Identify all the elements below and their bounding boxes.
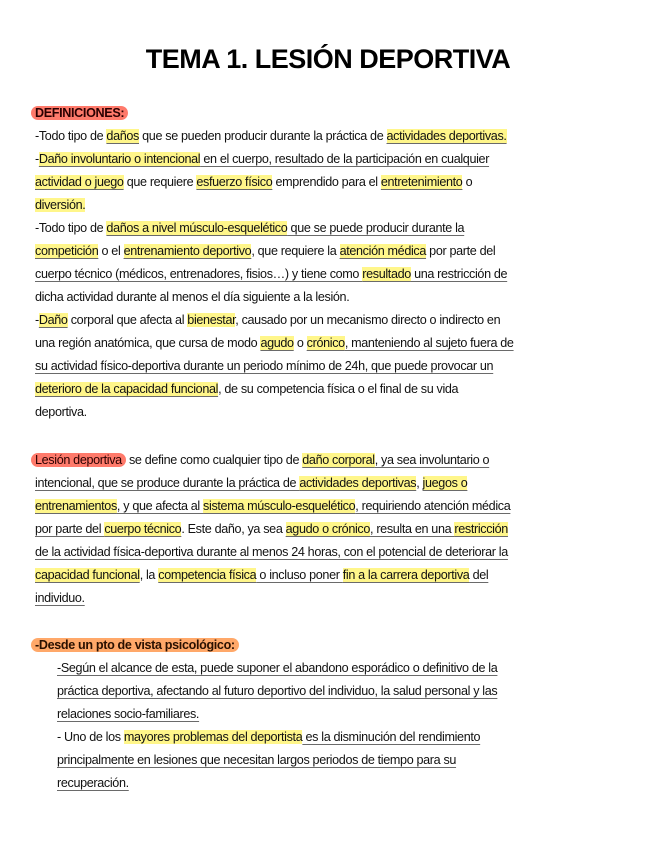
highlight-run: agudo <box>260 336 294 350</box>
text-run: deportiva. <box>35 405 87 419</box>
psychological-line-4 <box>57 728 480 746</box>
text-run: -Todo tipo de <box>35 129 107 143</box>
text-run: o <box>462 175 473 189</box>
text-run: una restricción de <box>410 267 508 281</box>
definition-2-line-2 <box>35 173 472 191</box>
highlight-run: crónico <box>306 336 345 350</box>
highlight-run: daños a nivel músculo-esquelético <box>106 221 288 235</box>
highlight-run: cuerpo técnico <box>104 522 182 536</box>
text-run: emprendido para el <box>272 175 381 189</box>
highlight-run: capacidad funcional <box>35 568 140 582</box>
highlight-run: entretenimiento <box>380 175 463 189</box>
text-run: o el <box>98 244 124 258</box>
psychological-line-5 <box>57 751 456 769</box>
psychological-line-3 <box>57 705 199 723</box>
text-run: o <box>293 336 307 350</box>
definition-4-line-4 <box>35 380 458 398</box>
text-run: una región anatómica, que cursa de modo <box>35 336 261 350</box>
definition-3-line-4 <box>35 288 349 306</box>
text-run: de la actividad física-deportiva durante al menos 24 horas, con el potencial de deteriorar la <box>35 545 508 559</box>
definitions-heading-line <box>31 104 128 122</box>
text-run: - Uno de los <box>57 730 124 744</box>
definition-2-line-1 <box>35 150 489 168</box>
text-run: que se puede producir durante la <box>287 221 465 235</box>
text-run: , que requiere la <box>251 244 340 258</box>
text-run: por parte del <box>426 244 496 258</box>
text-run: intencional, que se produce durante la práctica de <box>35 476 300 490</box>
psychological-heading-line <box>31 636 239 654</box>
highlight-run: actividades deportivas <box>299 476 417 490</box>
page-title: TEMA 1. LESIÓN DEPORTIVA <box>145 44 511 74</box>
highlight-run: restricción <box>454 522 508 536</box>
definition-4-line-3 <box>35 357 493 375</box>
text-run: , la <box>139 568 159 582</box>
highlight-run: fin a la carrera deportiva <box>342 568 470 582</box>
highlight-run: entrenamientos <box>35 499 117 513</box>
highlight-run: competición <box>35 244 99 258</box>
text-run: recuperación. <box>57 776 129 790</box>
text-run: que se pueden producir durante la práctica de <box>139 129 387 143</box>
text-run: , de su competencia física o el final de su vida <box>218 382 459 396</box>
text-run: práctica deportiva, afectando al futuro deportivo del individuo, la salud personal y las <box>57 684 498 698</box>
highlight-run: actividad o juego <box>35 175 124 189</box>
text-run: corporal que afecta al <box>67 313 188 327</box>
definition-2-line-3 <box>35 196 85 214</box>
highlight-run: daños <box>106 129 139 143</box>
definition-4-line-5 <box>35 403 87 421</box>
definition-3-line-3 <box>35 265 507 283</box>
highlight-run: Daño involuntario o intencional <box>38 152 201 166</box>
text-run: por parte del <box>35 522 105 536</box>
text-run: , y que afecta al <box>116 499 204 513</box>
highlight-run: actividades deportivas. <box>386 129 507 143</box>
highlight-run: agudo o crónico <box>285 522 371 536</box>
text-run: , ya sea involuntario o <box>374 453 490 467</box>
highlight-run: bienestar <box>187 313 236 327</box>
definition-4-line-2 <box>35 334 514 352</box>
highlight-run: esfuerzo físico <box>196 175 273 189</box>
text-run: relaciones socio-familiares. <box>57 707 200 721</box>
text-run: - <box>35 152 39 166</box>
psychological-heading: -Desde un pto de vista psicológico: <box>31 638 239 652</box>
text-run: , resulta en una <box>370 522 455 536</box>
highlight-run: daño corporal <box>302 453 375 467</box>
highlight-run: atención médica <box>339 244 427 258</box>
highlight-run: competencia física <box>158 568 257 582</box>
text-run: -Todo tipo de <box>35 221 107 235</box>
highlight-run: diversión. <box>35 198 86 212</box>
text-run: dicha actividad durante al menos el día siguiente a la lesión. <box>35 290 350 304</box>
highlight-run: deterioro de la capacidad funcional <box>35 382 219 396</box>
text-run: su actividad físico-deportiva durante un periodo mínimo de 24h, que puede provocar un <box>35 359 494 373</box>
text-run: , <box>416 476 423 490</box>
psychological-line-2 <box>57 682 497 700</box>
psychological-line-6 <box>57 774 129 792</box>
text-run: , causado por un mecanismo directo o indirecto en <box>235 313 501 327</box>
text-run: se define como cualquier tipo de <box>125 453 303 467</box>
lesion-paragraph-line-3 <box>35 497 510 515</box>
text-run: en el cuerpo, resultado de la participación en cualquier <box>200 152 490 166</box>
definitions-heading: DEFINICIONES: <box>31 106 128 120</box>
lesion-paragraph-line-5 <box>35 543 508 561</box>
highlight-run: Daño <box>38 313 68 327</box>
text-run: cuerpo técnico (médicos, entrenadores, fisios…) y tiene como <box>35 267 363 281</box>
text-run: -Según el alcance de esta, puede suponer el abandono esporádico o definitivo de la <box>57 661 498 675</box>
lesion-paragraph-line-2 <box>35 474 467 492</box>
definition-3-line-1 <box>35 219 464 237</box>
text-run: , requiriendo atención médica <box>355 499 511 513</box>
text-run: - <box>35 313 39 327</box>
lesion-paragraph-line-4 <box>35 520 508 538</box>
highlight-run: juegos o <box>422 476 468 490</box>
psychological-line-1 <box>57 659 497 677</box>
text-run: del <box>469 568 489 582</box>
lesion-paragraph-line-7 <box>35 589 85 607</box>
text-run: . Este daño, ya sea <box>181 522 286 536</box>
highlight-run: entrenamiento deportivo <box>123 244 252 258</box>
definition-1-line <box>35 127 507 145</box>
lesion-heading: Lesión deportiva <box>31 453 126 467</box>
definition-4-line-1 <box>35 311 500 329</box>
text-run: , manteniendo al sujeto fuera de <box>344 336 514 350</box>
text-run: es la disminución del rendimiento <box>302 730 481 744</box>
text-run: o incluso poner <box>256 568 343 582</box>
lesion-paragraph-line-6 <box>35 566 488 584</box>
highlight-run: resultado <box>362 267 411 281</box>
text-run: individuo. <box>35 591 85 605</box>
lesion-paragraph-line-1 <box>31 451 489 469</box>
highlight-run: mayores problemas del deportista <box>123 730 303 744</box>
text-run: que requiere <box>123 175 197 189</box>
highlight-run: sistema músculo-esquelético <box>203 499 356 513</box>
definition-3-line-2 <box>35 242 495 260</box>
text-run: principalmente en lesiones que necesitan largos periodos de tiempo para su <box>57 753 457 767</box>
